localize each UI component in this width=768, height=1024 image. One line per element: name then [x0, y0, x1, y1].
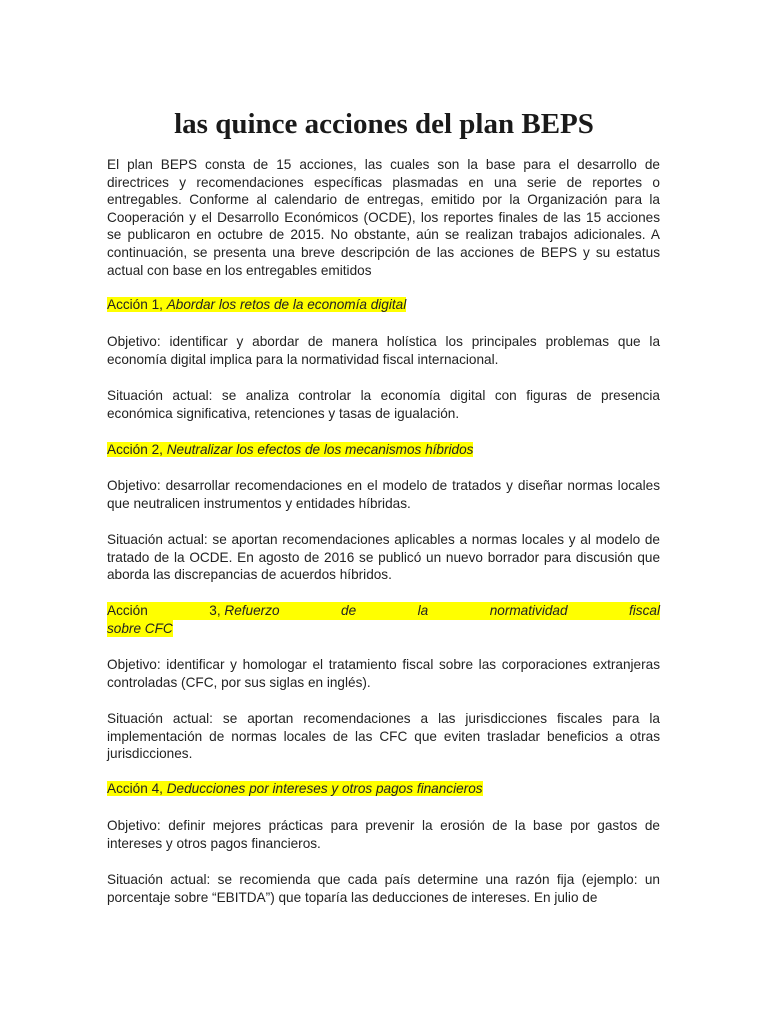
action-2-label: Acción 2,: [107, 442, 167, 457]
action-4-status: Situación actual: se recomienda que cada país determine una razón fija (ejemplo: un porcentaje sobre “EBITDA”) que toparía las deducciones de intereses. En julio de: [107, 872, 660, 905]
action-1-objective: Objetivo: identificar y abordar de manera holística los principales problemas que la economía digital implica para la normatividad fiscal internacional.: [107, 334, 660, 367]
action-4-label: Acción 4,: [107, 781, 167, 796]
action-3-label-number: 3,: [209, 603, 225, 618]
action-2-name: Neutralizar los efectos de los mecanismos híbridos: [166, 442, 474, 457]
action-2-heading: [107, 441, 660, 459]
action-3-label-number-and-name-start: [209, 602, 279, 620]
action-2-objective: Objetivo: desarrollar recomendaciones en el modelo de tratados y diseñar normas locales que neutralicen instrumentos y entidades híbridas.: [107, 478, 660, 511]
action-3-status: Situación actual: se aportan recomendaciones a las jurisdicciones fiscales para la implementación de normas locales de las CFC que eviten trasladar beneficios a otras jurisdicciones.: [107, 711, 660, 762]
action-3-name-word-2: de: [341, 603, 357, 618]
action-4-highlight: [107, 781, 483, 796]
action-2-status: Situación actual: se aportan recomendaciones aplicables a normas locales y al modelo de tratado de la OCDE. En agosto de 2016 se publicó un nuevo borrador para discusión que aborda las discrepancias de acuerdos híbridos.: [107, 532, 660, 583]
action-3-label-word: Acción: [107, 603, 148, 618]
action-3-name-tail: sobre CFC: [107, 620, 173, 636]
action-3-objective: Objetivo: identificar y homologar el tratamiento fiscal sobre las corporaciones extranjeras controladas (CFC, por sus siglas en inglés).: [107, 657, 660, 690]
page-title: las quince acciones del plan BEPS: [174, 108, 594, 140]
action-1-name: Abordar los retos de la economía digital: [166, 297, 407, 312]
action-3-name-word-3: la: [417, 603, 429, 618]
action-4-name: Deducciones por intereses y otros pagos financieros: [166, 781, 483, 796]
action-2-highlight: [107, 442, 473, 457]
action-4-objective: Objetivo: definir mejores prácticas para prevenir la erosión de la base por gastos de intereses y otros pagos financieros.: [107, 818, 660, 851]
action-3-heading: [107, 602, 660, 637]
intro-paragraph: El plan BEPS consta de 15 acciones, las cuales son la base para el desarrollo de directrices y recomendaciones específicas plasmadas en una serie de reportes o entregables. Conforme al calendario de entregas, emitido por la Organización para la Cooperación y el Desarrollo Económicos (OCDE), los reportes finales de las 15 acciones se publicaron en octubre de 2015. No obstante, aún se realizan trabajos adicionales. A continuación, se presenta una breve descripción de las acciones de BEPS y su estatus actual con base en los entregables emitidos: [107, 157, 660, 278]
action-3-name-word-1: Refuerzo: [224, 603, 280, 618]
action-4-heading: [107, 780, 660, 798]
action-1-label: Acción 1,: [107, 297, 167, 312]
action-1-status: Situación actual: se analiza controlar la economía digital con figuras de presencia económica significativa, retenciones y tasas de igualación.: [107, 388, 660, 421]
action-3-name-word-4: normatividad: [489, 603, 568, 618]
action-3-name-word-5: fiscal: [629, 603, 660, 618]
action-1-heading: [107, 296, 660, 314]
action-3-heading-line-1: [107, 602, 660, 620]
action-1-highlight: [107, 297, 406, 312]
